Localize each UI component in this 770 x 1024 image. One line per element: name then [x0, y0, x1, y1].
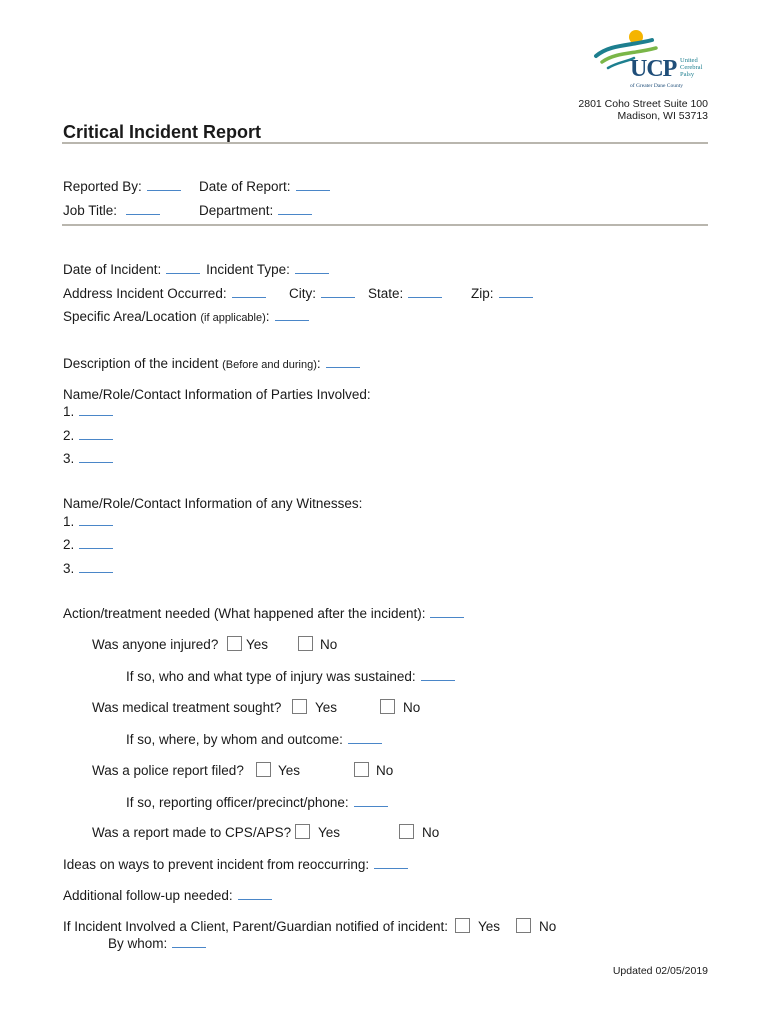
prevention-field[interactable] — [374, 856, 408, 869]
parties-item-3 — [63, 450, 113, 466]
witnesses-heading: Name/Role/Contact Information of any Witnesses: — [63, 496, 363, 511]
description-row — [63, 355, 360, 371]
date-of-report-row — [199, 178, 330, 194]
specific-area-field[interactable] — [275, 308, 309, 321]
state-label: State: — [368, 286, 404, 301]
followup-row — [63, 887, 272, 903]
injured-no-checkbox[interactable] — [298, 636, 313, 651]
date-of-incident-field[interactable] — [166, 261, 200, 274]
guardian-yes-label: Yes — [478, 919, 501, 934]
witnesses-item-number: 3. — [63, 561, 75, 576]
logo-line2: Cerebral — [680, 64, 703, 71]
cps-yes-checkbox[interactable] — [295, 824, 310, 839]
medical-follow-row — [126, 731, 382, 747]
date-of-incident-label: Date of Incident: — [63, 262, 162, 277]
cps-question: Was a report made to CPS/APS? — [92, 825, 292, 840]
description-field[interactable] — [326, 355, 360, 368]
injured-yes-label: Yes — [246, 637, 269, 652]
action-field[interactable] — [430, 605, 464, 618]
police-question: Was a police report filed? — [92, 763, 244, 778]
specific-area-label: Specific Area/Location — [63, 309, 197, 324]
date-of-report-field[interactable] — [296, 178, 330, 191]
guardian-no-checkbox[interactable] — [516, 918, 531, 933]
department-label: Department: — [199, 203, 274, 218]
ucp-logo — [590, 28, 710, 92]
city-field[interactable] — [321, 285, 355, 298]
zip-field[interactable] — [499, 285, 533, 298]
injured-follow-field[interactable] — [421, 668, 455, 681]
police-no-checkbox[interactable] — [354, 762, 369, 777]
address-line1: 2801 Coho Street Suite 100 — [578, 98, 708, 110]
logo-tagline: of Greater Dane County — [630, 83, 683, 89]
medical-no-label: No — [403, 700, 421, 715]
prevention-label: Ideas on ways to prevent incident from reoccurring: — [63, 857, 370, 872]
followup-label: Additional follow-up needed: — [63, 888, 233, 903]
reported-by-field[interactable] — [147, 178, 181, 191]
logo-brand: UCP — [630, 56, 677, 82]
prevention-row — [63, 856, 408, 872]
medical-no-checkbox[interactable] — [380, 699, 395, 714]
witnesses-item-1-field[interactable] — [79, 513, 113, 526]
date-of-incident-row — [63, 261, 329, 277]
city-label: City: — [289, 286, 316, 301]
specific-area-colon: : — [265, 309, 270, 324]
specific-area-note: (if applicable) — [200, 312, 266, 324]
description-label: Description of the incident — [63, 356, 219, 371]
date-of-report-label: Date of Report: — [199, 179, 291, 194]
page-title: Critical Incident Report — [63, 122, 262, 142]
description-colon: : — [316, 356, 321, 371]
witnesses-item-number: 1. — [63, 514, 75, 529]
injured-follow-row — [126, 668, 455, 684]
medical-question: Was medical treatment sought? — [92, 700, 282, 715]
followup-field[interactable] — [238, 887, 272, 900]
parties-item-2 — [63, 427, 113, 443]
action-row — [63, 605, 464, 621]
reported-by-label: Reported By: — [63, 179, 142, 194]
address-occurred-field[interactable] — [232, 285, 266, 298]
incident-type-field[interactable] — [295, 261, 329, 274]
injured-no-label: No — [320, 637, 338, 652]
job-title-field[interactable] — [126, 202, 160, 215]
guardian-no-label: No — [539, 919, 557, 934]
police-follow-row — [126, 794, 388, 810]
specific-area-row — [63, 308, 309, 324]
logo-line3: Palsy — [680, 71, 695, 78]
injured-yes-checkbox[interactable] — [227, 636, 242, 651]
parties-item-number: 2. — [63, 428, 75, 443]
guardian-by-whom-field[interactable] — [172, 935, 206, 948]
police-follow-field[interactable] — [354, 794, 388, 807]
reported-by-row — [63, 178, 181, 194]
state-row — [368, 285, 442, 301]
job-title-label: Job Title: — [63, 203, 118, 218]
title-divider — [62, 142, 708, 144]
state-field[interactable] — [408, 285, 442, 298]
cps-no-label: No — [422, 825, 440, 840]
witnesses-item-2-field[interactable] — [79, 536, 113, 549]
parties-heading: Name/Role/Contact Information of Parties Involved: — [63, 387, 371, 402]
parties-item-2-field[interactable] — [79, 427, 113, 440]
witnesses-item-2 — [63, 536, 113, 552]
incident-type-label: Incident Type: — [206, 262, 290, 277]
zip-label: Zip: — [471, 286, 494, 301]
parties-item-number: 1. — [63, 404, 75, 419]
address-occurred-row — [63, 285, 266, 301]
medical-follow-label: If so, where, by whom and outcome: — [126, 732, 343, 747]
logo-line1: United — [680, 57, 698, 64]
zip-row — [471, 285, 533, 301]
guardian-yes-checkbox[interactable] — [455, 918, 470, 933]
parties-item-number: 3. — [63, 451, 75, 466]
medical-yes-checkbox[interactable] — [292, 699, 307, 714]
cps-no-checkbox[interactable] — [399, 824, 414, 839]
police-follow-label: If so, reporting officer/precinct/phone: — [126, 795, 349, 810]
guardian-by-whom-label: By whom: — [108, 936, 168, 951]
parties-item-1 — [63, 403, 113, 419]
job-title-row — [63, 202, 160, 218]
parties-item-1-field[interactable] — [79, 403, 113, 416]
medical-yes-label: Yes — [315, 700, 338, 715]
medical-follow-field[interactable] — [348, 731, 382, 744]
witnesses-item-number: 2. — [63, 537, 75, 552]
description-note: (Before and during) — [222, 359, 317, 371]
address-occurred-label: Address Incident Occurred: — [63, 286, 227, 301]
parties-item-3-field[interactable] — [79, 450, 113, 463]
updated-date: Updated 02/05/2019 — [612, 965, 708, 977]
action-label: Action/treatment needed (What happened after the incident): — [63, 606, 426, 621]
witnesses-item-3 — [63, 560, 113, 576]
police-yes-checkbox[interactable] — [256, 762, 271, 777]
department-field[interactable] — [278, 202, 312, 215]
cps-yes-label: Yes — [318, 825, 341, 840]
department-row — [199, 202, 312, 218]
address-line2: Madison, WI 53713 — [617, 110, 708, 122]
injured-follow-label: If so, who and what type of injury was sustained: — [126, 669, 416, 684]
witnesses-item-3-field[interactable] — [79, 560, 113, 573]
injured-question: Was anyone injured? — [92, 637, 219, 652]
section-divider — [62, 224, 708, 226]
guardian-by-whom-row — [108, 935, 206, 951]
witnesses-item-1 — [63, 513, 113, 529]
police-yes-label: Yes — [278, 763, 301, 778]
police-no-label: No — [376, 763, 394, 778]
city-row — [289, 285, 355, 301]
guardian-question: If Incident Involved a Client, Parent/Guardian notified of incident: — [63, 919, 448, 934]
